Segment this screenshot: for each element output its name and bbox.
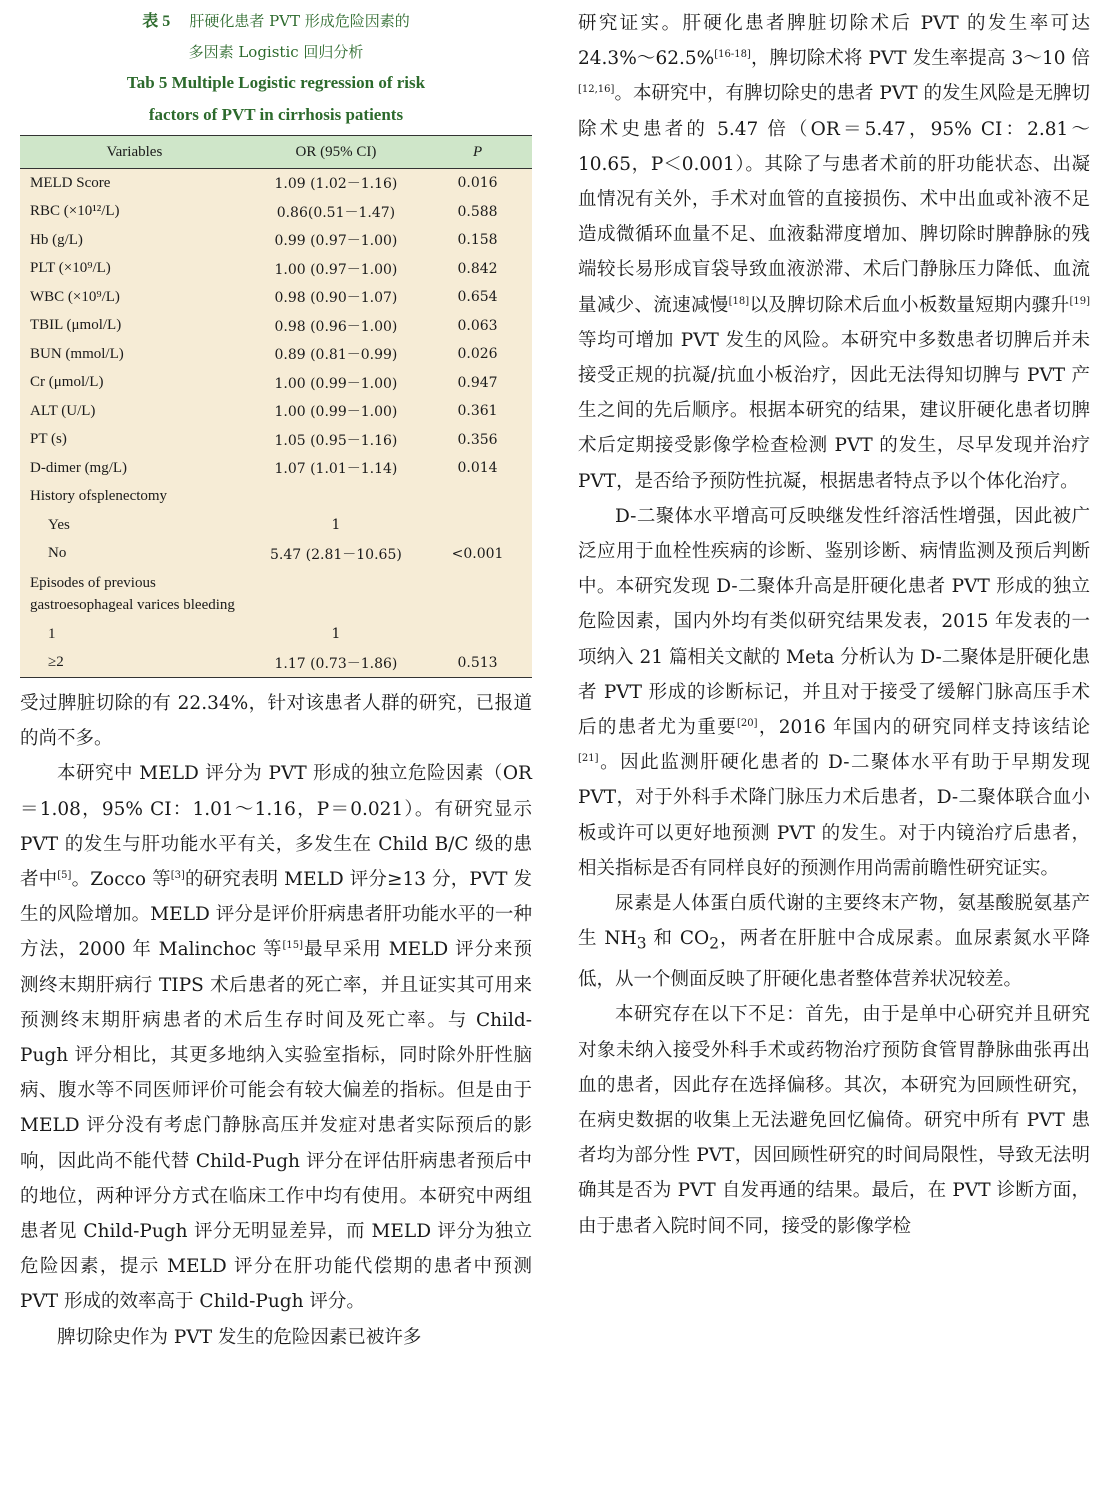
paragraph: 受过脾脏切除的有 22.34%，针对该患者人群的研究，已报道的尚不多。 bbox=[20, 693, 532, 750]
header-or: OR (95% CI) bbox=[249, 136, 423, 169]
table-row bbox=[20, 540, 532, 569]
paragraph: 脾切除史作为 PVT 发生的危险因素已被许多 bbox=[57, 1326, 422, 1348]
cell-variable: History ofsplenectomy bbox=[30, 488, 168, 505]
cell-variable: RBC (×10¹²/L) bbox=[30, 203, 120, 220]
cell-p: <0.001 bbox=[451, 545, 504, 562]
table-row bbox=[20, 283, 532, 312]
cell-or: 1.00 (0.99－1.00) bbox=[274, 404, 398, 421]
table-row bbox=[20, 649, 532, 678]
cell-variable: Yes bbox=[48, 516, 70, 533]
table-title-en-line1: Tab 5 Multiple Logistic regression of risk bbox=[126, 73, 426, 92]
table-title-cn-line1 bbox=[20, 6, 532, 37]
cell-p: 0.361 bbox=[457, 403, 498, 420]
table-row bbox=[20, 312, 532, 341]
cell-p: 0.654 bbox=[457, 289, 498, 306]
cell-p bbox=[423, 620, 532, 649]
right-column bbox=[578, 6, 1090, 1244]
cell-or: 1 bbox=[331, 626, 341, 643]
table-title-cn-text: 肝硬化患者 PVT 形成危险因素的 bbox=[189, 12, 410, 30]
cell-p: 0.158 bbox=[457, 232, 498, 249]
cell-or: 0.98 (0.96－1.00) bbox=[274, 318, 398, 335]
text-span: ，两者在肝脏中合成尿素。血尿素氮水平降低，从一个侧面反映了肝硬化患者整体营养状况较差。 bbox=[578, 928, 1090, 991]
cell-p: 0.947 bbox=[457, 374, 498, 391]
citation: [16-18] bbox=[714, 49, 751, 61]
cell-p bbox=[423, 568, 532, 620]
paragraph bbox=[578, 499, 1090, 886]
citation: [20] bbox=[736, 717, 758, 729]
table-row bbox=[20, 620, 532, 649]
cell-or: 0.98 (0.90－1.07) bbox=[274, 290, 398, 307]
text-span: 研究证实。肝硬化患者脾脏切除术后 PVT 的发生率可达 24.3%～62.5% bbox=[578, 13, 1090, 70]
table-row bbox=[20, 255, 532, 284]
cell-or: 1.00 (0.99－1.00) bbox=[274, 375, 398, 392]
paragraph bbox=[578, 886, 1090, 997]
cell-variable: Cr (μmol/L) bbox=[30, 374, 104, 391]
text-span: 本研究中 MELD 评分为 PVT 形成的独立危险因素（OR＝1.08，95% CI：1.01～1.16，P＝0.021）。有研究显示 PVT 的发生与肝功能水平有关，多发生在 Child B/C 级的患者中 bbox=[20, 763, 532, 891]
text-span: 等均可增加 PVT 发生的风险。本研究中多数患者切脾后并未接受正规的抗凝/抗血小板治疗，因此无法得知切脾与 PVT 产生之间的先后顺序。根据本研究的结果，建议肝硬化患者切脾术后定期接受影像学检查检测 PVT 的发生，尽早发现并治疗 PVT，是否给予预防性抗凝，根据患者特点予以个体化治疗。 bbox=[578, 329, 1090, 492]
cell-variable: BUN (mmol/L) bbox=[30, 345, 124, 362]
table-row bbox=[20, 198, 532, 227]
cell-variable: D-dimer (mg/L) bbox=[30, 459, 128, 476]
cell-variable: Episodes of previous gastroesophageal varices bleeding bbox=[30, 575, 235, 613]
cell-p: 0.842 bbox=[457, 260, 498, 277]
table-header-row bbox=[20, 136, 532, 169]
table-row bbox=[20, 226, 532, 255]
cell-or: 1.00 (0.97－1.00) bbox=[274, 261, 398, 278]
cell-p: 0.014 bbox=[457, 460, 498, 477]
header-p: P bbox=[423, 136, 532, 169]
cell-or: 5.47 (2.81－10.65) bbox=[270, 546, 402, 563]
cell-p: 0.588 bbox=[457, 203, 498, 220]
cell-or: 0.89 (0.81－0.99) bbox=[274, 347, 398, 364]
cell-p bbox=[423, 483, 532, 512]
table-number: 表 5 bbox=[142, 13, 171, 30]
paragraph bbox=[578, 6, 1090, 499]
cell-variable: No bbox=[48, 545, 67, 562]
header-variables: Variables bbox=[20, 136, 249, 169]
table-row bbox=[20, 511, 532, 540]
text-span: 以及脾切除术后血小板数量短期内骤升 bbox=[749, 294, 1070, 316]
citation: [19] bbox=[1069, 295, 1090, 307]
cell-p: 0.016 bbox=[457, 175, 498, 192]
citation: [21] bbox=[578, 753, 599, 765]
cell-p: 0.026 bbox=[457, 346, 498, 363]
table-title-cn-line2: 多因素 Logistic 回归分析 bbox=[188, 43, 364, 61]
cell-variable: Hb (g/L) bbox=[30, 231, 83, 248]
cell-p: 0.356 bbox=[457, 431, 498, 448]
cell-or: 1 bbox=[331, 517, 341, 534]
left-body-text bbox=[20, 686, 532, 1355]
cell-p bbox=[423, 511, 532, 540]
cell-variable: PLT (×10⁹/L) bbox=[30, 260, 111, 277]
cell-variable: 1 bbox=[48, 625, 56, 642]
text-span: 和 CO bbox=[646, 928, 710, 950]
table-row bbox=[20, 454, 532, 483]
table-row bbox=[20, 369, 532, 398]
citation: [12,16] bbox=[578, 84, 615, 96]
cell-variable: TBIL (μmol/L) bbox=[30, 317, 122, 334]
table-title-en-line2: factors of PVT in cirrhosis patients bbox=[148, 105, 404, 124]
cell-variable: MELD Score bbox=[30, 174, 111, 191]
cell-variable: WBC (×10⁹/L) bbox=[30, 288, 120, 305]
table-row bbox=[20, 568, 532, 620]
citation: [18] bbox=[728, 295, 750, 307]
cell-or bbox=[249, 483, 423, 512]
cell-variable: ≥2 bbox=[48, 654, 64, 671]
cell-variable: ALT (U/L) bbox=[30, 402, 96, 419]
text-span: 。本研究中，有脾切除史的患者 PVT 的发生风险是无脾切除术史患者的 5.47 倍（OR＝5.47，95% CI：2.81～10.65，P＜0.001）。其除了与患者术前的肝功能状态、出凝血情况有关外，手术对血管的直接损伤、术中出血或补液不足造成微循环血量不足、血液黏滞度增加、脾切除时脾静脉的残端较长易形成盲袋导致血液淤滞、术后门静脉压力降低、血流量减少、流速减慢 bbox=[578, 83, 1090, 316]
cell-or bbox=[249, 568, 423, 620]
cell-or: 1.09 (1.02－1.16) bbox=[274, 176, 398, 193]
cell-p: 0.063 bbox=[457, 317, 498, 334]
citation: [5] bbox=[57, 869, 72, 881]
paragraph bbox=[20, 756, 532, 1319]
regression-table bbox=[20, 135, 532, 678]
subscript: 3 bbox=[636, 934, 647, 953]
cell-p: 0.513 bbox=[457, 654, 498, 671]
paragraph: 本研究存在以下不足：首先，由于是单中心研究并且研究对象未纳入接受外科手术或药物治疗预防食管胃静脉曲张再出血的患者，因此存在选择偏移。其次，本研究为回顾性研究，在病史数据的收集上无法避免回忆偏倚。研究中所有 PVT 患者均为部分性 PVT，因回顾性研究的时间局限性，导致无法明确其是否为 PVT 自发再通的结果。最后，在 PVT 诊断方面，由于患者入院时间不同，接受的影像学检 bbox=[578, 1004, 1090, 1237]
citation: [15] bbox=[282, 940, 303, 952]
right-body-text bbox=[578, 6, 1090, 1244]
text-span: 最早采用 MELD 评分来预测终末期肝病行 TIPS 术后患者的死亡率，并且证实其可用来预测终末期肝病患者的术后生存时间及死亡率。与 Child-Pugh 评分相比，其更多地纳入实验室指标，同时除外肝性脑病、腹水等不同医师评价可能会有较大偏差的指标。但是由于 MELD 评分没有考虑门静脉高压并发症对患者实际预后的影响，因此尚不能代替 Child-Pugh 评分在评估肝病患者预后中的地位，两种评分方式在临床工作中均有使用。本研究中两组患者见 Child-Pugh 评分无明显差异，而 MELD 评分为独立危险因素，提示 MELD 评分在肝功能代偿期的患者中预测 PVT 形成的效率高于 Child-Pugh 评分。 bbox=[20, 939, 533, 1313]
cell-or: 1.05 (0.95－1.16) bbox=[274, 432, 398, 449]
text-span: 。因此监测肝硬化患者的 D-二聚体水平有助于早期发现 PVT，对于外科手术降门脉压力术后患者，D-二聚体联合血小板或许可以更好地预测 PVT 的发生。对于内镜治疗后患者，相关指标是否有同样良好的预测作用尚需前瞻性研究证实。 bbox=[578, 752, 1090, 879]
cell-or: 1.17 (0.73－1.86) bbox=[274, 655, 398, 672]
text-span: D-二聚体水平增高可反映继发性纤溶活性增强，因此被广泛应用于血栓性疾病的诊断、鉴别诊断、病情监测及预后判断中。本研究发现 D-二聚体升高是肝硬化患者 PVT 形成的独立危险因素，国内外均有类似研究结果发表，2015 年发表的一项纳入 21 篇相关文献的 Meta 分析认为 D-二聚体是肝硬化患者 PVT 形成的诊断标记，并且对于接受了缓解门脉高压手术后的患者尤为重要 bbox=[578, 505, 1090, 739]
cell-variable: PT (s) bbox=[30, 431, 67, 448]
text-span: 尿素是人体蛋白质代谢的主要终末产物，氨基酸脱氨基产生 NH bbox=[578, 893, 1090, 950]
text-span: 的研究表明 MELD 评分≥13 分，PVT 发生的风险增加。MELD 评分是评价肝病患者肝功能水平的一种方法，2000 年 Malinchoc 等 bbox=[20, 869, 532, 961]
table-row bbox=[20, 340, 532, 369]
cell-or: 0.86(0.51－1.47) bbox=[276, 204, 396, 221]
text-span: ，2016 年国内的研究同样支持该结论 bbox=[757, 717, 1090, 739]
subscript: 2 bbox=[709, 934, 720, 953]
citation: [3] bbox=[170, 869, 185, 881]
left-column bbox=[20, 6, 532, 1355]
table-row bbox=[20, 169, 532, 198]
table-row bbox=[20, 426, 532, 455]
cell-or: 1.07 (1.01－1.14) bbox=[274, 461, 398, 478]
text-span: 。Zocco 等 bbox=[71, 869, 171, 891]
table-row bbox=[20, 397, 532, 426]
table-row bbox=[20, 483, 532, 512]
cell-or: 0.99 (0.97－1.00) bbox=[274, 233, 398, 250]
text-span: ，脾切除术将 PVT 发生率提高 3～10 倍 bbox=[750, 48, 1091, 70]
